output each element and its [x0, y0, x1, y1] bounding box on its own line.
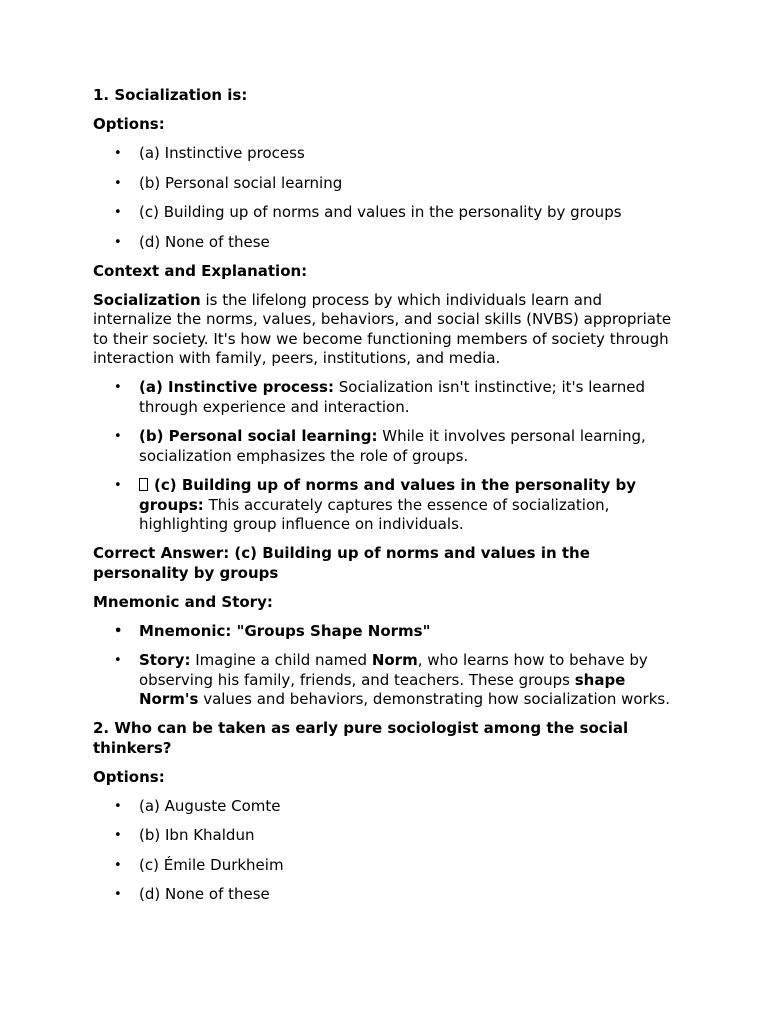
explanation-term: (c) Building up of norms and values in the personality by groups:	[139, 476, 636, 514]
option-a: • (a) Auguste Comte	[93, 797, 675, 817]
story-text: , who learns how to behave by observing his family, friends, and teachers. These groups	[139, 651, 648, 689]
story-text: values and behaviors, demonstrating how socialization works.	[198, 690, 670, 708]
story-text: Imagine a child named	[190, 651, 372, 669]
context-heading: Context and Explanation:	[93, 261, 308, 280]
option-c: • (c) Building up of norms and values in the personality by groups	[93, 203, 675, 223]
explanation-item-a	[93, 378, 675, 417]
question-1-options-heading: Options:	[93, 115, 165, 133]
explanation-text: This accurately captures the essence of socialization, highlighting group influence on individuals.	[139, 495, 610, 533]
mnemonic-list	[93, 622, 675, 710]
check-icon	[139, 478, 148, 491]
story-name: Norm	[371, 651, 418, 669]
explanation-text: While it involves personal learning, socialization emphasizes the role of groups.	[139, 427, 646, 465]
option-b: • (b) Personal social learning	[93, 174, 675, 194]
mnemonic-item: • Mnemonic: "Groups Shape Norms"	[93, 622, 675, 642]
story-emphasis: shape Norm's	[139, 670, 626, 708]
explanation-text: Socialization isn't instinctive; it's learned through experience and interaction.	[139, 378, 645, 416]
explanation-list	[93, 378, 675, 535]
question-2-options-heading: Options:	[93, 767, 165, 786]
question-2-options-list	[93, 797, 675, 905]
story-item	[93, 651, 675, 710]
question-1-title: 1. Socialization is:	[93, 86, 248, 104]
question-1-options-list	[93, 144, 675, 252]
option-a: • (a) Instinctive process	[93, 144, 675, 164]
option-d: • (d) None of these	[93, 233, 675, 253]
definition-term: Socialization	[93, 290, 201, 309]
definition-text: is the lifelong process by which individuals learn and internalize the norms, values, behaviors, and social skills (NVBS) appropriate to their society. It's how we become functioning members of society through interaction with family, peers, institutions, and media.	[93, 290, 672, 367]
option-c: • (c) Émile Durkheim	[93, 856, 675, 876]
definition-paragraph	[93, 291, 675, 369]
option-d: • (d) None of these	[93, 885, 675, 905]
question-2-title: 2. Who can be taken as early pure sociologist among the social thinkers?	[93, 719, 629, 757]
explanation-item-c	[93, 476, 675, 535]
explanation-item-b	[93, 427, 675, 466]
option-b: • (b) Ibn Khaldun	[93, 826, 675, 846]
explanation-term: (b) Personal social learning:	[139, 427, 378, 445]
story-label: Story:	[139, 651, 191, 669]
mnemonic-heading: Mnemonic and Story:	[93, 592, 273, 611]
explanation-term: (a) Instinctive process:	[139, 378, 334, 396]
correct-answer: Correct Answer: (c) Building up of norms and values in the personality by groups	[93, 544, 590, 582]
